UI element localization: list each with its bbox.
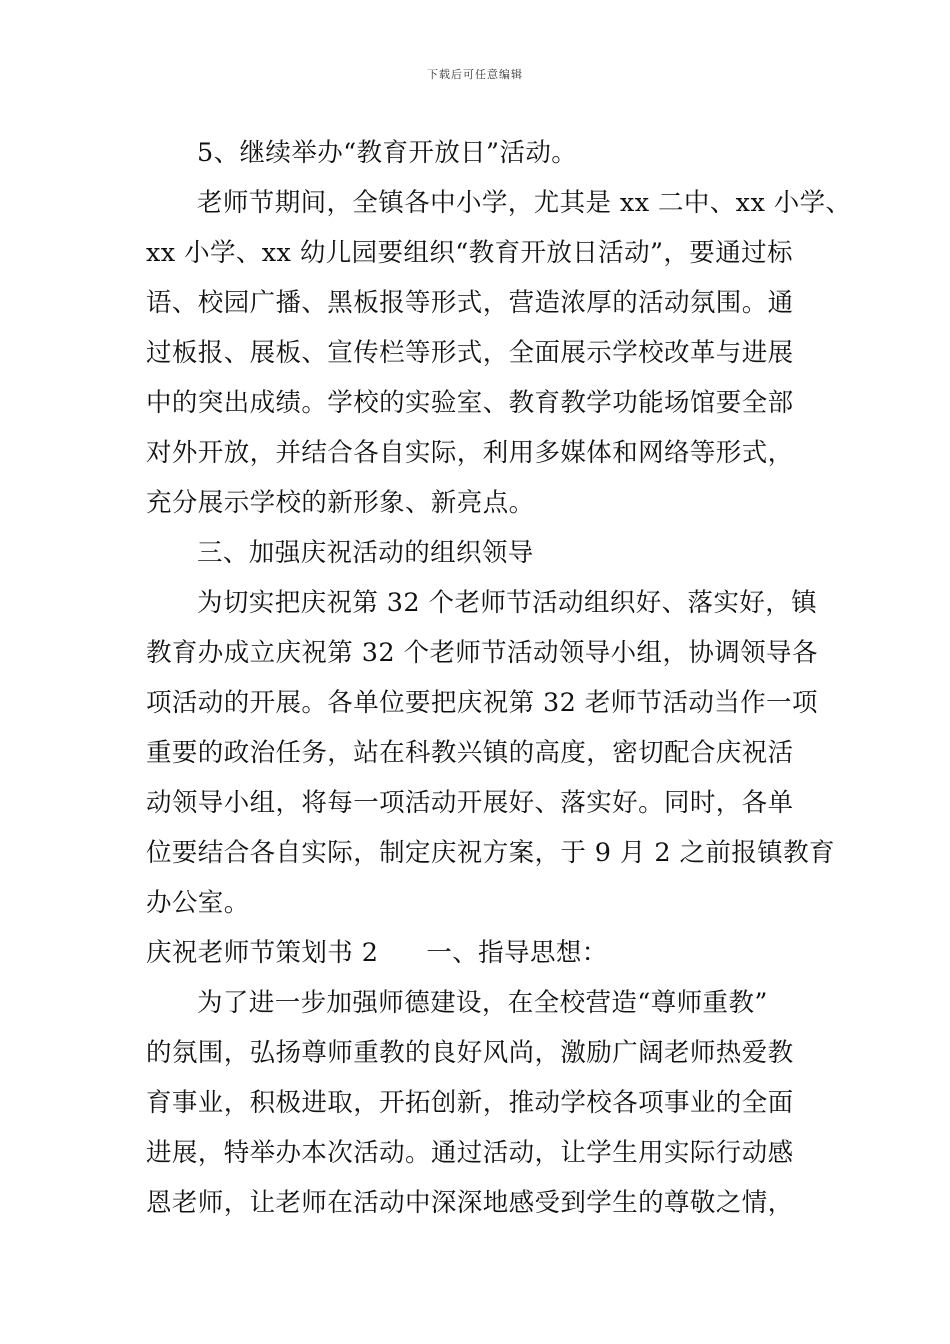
paragraph-line: 教育办成立庆祝第 32 个老师节活动领导小组，协调领导各 [146,638,818,668]
paragraph-line: 语、校园广播、黑板报等形式，营造浓厚的活动氛围。通 [146,288,794,318]
paragraph-line: 重要的政治任务，站在科教兴镇的高度，密切配合庆祝活 [146,738,794,768]
paragraph-line: 的氛围，弘扬尊师重教的良好风尚，激励广阔老师热爱教 [146,1038,794,1068]
paragraph-line: 进展，特举办本次活动。通过活动，让学生用实际行动感 [146,1138,794,1168]
paragraph-line: 对外开放，并结合各自实际，利用多媒体和网络等形式， [146,438,794,468]
paragraph-line: 为切实把庆祝第 32 个老师节活动组织好、落实好，镇 [197,588,818,618]
paragraph-line: 过板报、展板、宣传栏等形式，全面展示学校改革与进展 [146,338,794,368]
paragraph-line: 动领导小组，将每一项活动开展好、落实好。同时，各单 [146,788,794,818]
paragraph-line: 位要结合各自实际，制定庆祝方案，于 9 月 2 之前报镇教育 [146,838,835,868]
paragraph-line: 5、继续举办“教育开放日”活动。 [197,138,578,168]
document-body [146,128,852,1228]
header-note: 下载后可任意编辑 [427,68,523,81]
document-title-line [146,928,836,978]
paragraph-line: 为了进一步加强师德建设，在全校营造“尊师重教” [197,988,768,1018]
paragraph-line: 老师节期间，全镇各中小学，尤其是 xx 二中、xx 小学、 [197,188,852,218]
paragraph-line: 育事业，积极进取，开拓创新，推动学校各项事业的全面 [146,1088,794,1118]
section-heading-line: 三、加强庆祝活动的组织领导 [197,538,534,568]
paragraph-line: 恩老师，让老师在活动中深深地感受到学生的尊敬之情， [146,1188,794,1218]
paragraph-line: 项活动的开展。各单位要把庆祝第 32 老师节活动当作一项 [146,688,818,718]
paragraph-line: 充分展示学校的新形象、新亮点。 [146,488,535,518]
section-heading: 一、指导思想： [426,938,608,968]
paragraph-line: 办公室。 [146,888,250,918]
paragraph-line: 中的突出成绩。学校的实验室、教育教学功能场馆要全部 [146,388,794,418]
paragraph-line: xx 小学、xx 幼儿园要组织“教育开放日活动”，要通过标 [146,238,793,268]
document-title: 庆祝老师节策划书 2 [146,938,379,968]
